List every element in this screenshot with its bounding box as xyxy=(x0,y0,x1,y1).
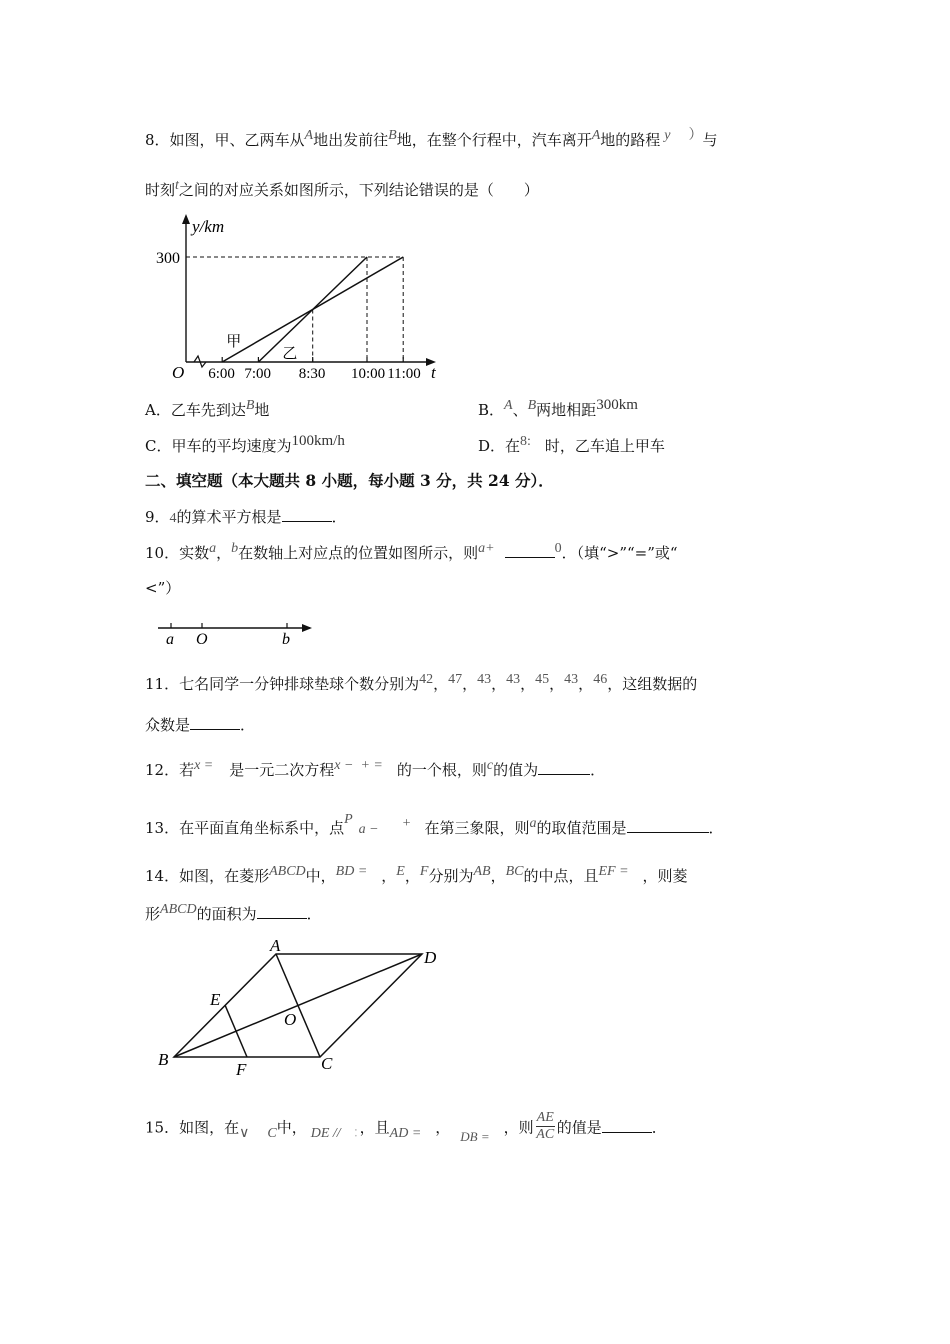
label-D: D xyxy=(424,948,437,967)
answer-blank xyxy=(282,507,332,522)
triangle-symbol: ∨ xyxy=(239,1125,250,1141)
q15 xyxy=(145,1112,667,1145)
q-text: 13．在平面直角坐标系中，点 xyxy=(145,819,345,837)
math-EF: EF = xyxy=(598,864,629,879)
label-E: E xyxy=(210,990,221,1009)
q-text: ，且 xyxy=(359,1118,390,1137)
math-B: B xyxy=(245,398,255,413)
segment-ef xyxy=(225,1005,247,1057)
q-text: ， xyxy=(216,544,232,562)
math-4: 4 xyxy=(169,511,177,526)
q13 xyxy=(145,812,724,840)
q8-text: 地的路程 xyxy=(600,131,661,149)
num: 46 xyxy=(593,672,608,687)
sep: ， xyxy=(549,675,565,693)
q-text: ，则 xyxy=(503,1118,534,1137)
math-A: A xyxy=(304,128,314,143)
q8-text: 时刻 xyxy=(145,181,176,199)
q8-text: 地出发前往 xyxy=(313,131,389,149)
math-E: E xyxy=(396,864,405,879)
q-text: ． xyxy=(240,716,256,734)
math-BC: BC xyxy=(505,864,524,879)
answer-blank xyxy=(505,543,555,558)
num: 45 xyxy=(535,672,550,687)
math-c: c xyxy=(486,758,494,773)
math-y: y xyxy=(664,128,671,143)
q14-line2 xyxy=(145,904,322,926)
math-a-minus: a − xyxy=(358,822,379,837)
q8-option-b xyxy=(478,397,638,422)
math-P: P xyxy=(344,812,353,827)
math-C: C xyxy=(267,1125,277,1141)
y-tick-label: 300 xyxy=(156,250,180,267)
q8-option-a xyxy=(145,400,269,422)
num: 42 xyxy=(419,672,434,687)
q8-option-d xyxy=(478,436,665,458)
q-text: 在第三象限，则 xyxy=(424,819,530,837)
q9 xyxy=(145,507,347,529)
sep: ， xyxy=(491,675,507,693)
q8-option-c xyxy=(145,433,345,457)
option-text: A．乙车先到达 xyxy=(145,401,246,419)
option-text: B． xyxy=(478,401,505,419)
q-text: ． xyxy=(331,508,347,526)
x-tick-label: 7:00 xyxy=(244,366,272,382)
q-text: 的值是 xyxy=(556,1118,602,1137)
answer-blank xyxy=(627,818,709,833)
option-text: D．在 xyxy=(478,437,521,455)
math-DE-parallel: DE // xyxy=(310,1125,341,1141)
label-C: C xyxy=(321,1054,333,1073)
x-axis-label: t xyxy=(431,363,436,382)
label-o: O xyxy=(196,631,208,648)
q8-line2 xyxy=(145,180,539,202)
answer-blank xyxy=(190,715,240,730)
q-text: 的值为 xyxy=(493,761,539,779)
q-text: 11．七名同学一分钟排球垫球个数分别为 xyxy=(145,675,420,693)
math-B: B xyxy=(527,398,537,413)
q8-chart xyxy=(150,212,450,384)
math-a-plus: a+ xyxy=(478,541,495,556)
arrow-icon xyxy=(302,624,312,632)
math-faded: ： xyxy=(352,1125,360,1141)
num: 43 xyxy=(564,672,579,687)
num: 43 xyxy=(477,672,492,687)
number-line xyxy=(150,612,320,648)
q-text: 分别为 xyxy=(428,867,474,885)
q14-line1 xyxy=(145,866,688,888)
section-heading: 二、填空题（本大题共 8 小题，每小题 3 分，共 24 分）． xyxy=(145,471,554,490)
math-time: 8: xyxy=(520,434,531,449)
math-paren: ） xyxy=(688,128,703,143)
series-label-yi: 乙 xyxy=(282,346,298,362)
q8-text: 8．如图，甲、乙两车从 xyxy=(145,131,305,149)
q-text: 的面积为 xyxy=(196,905,257,923)
q-text: 12．若 xyxy=(145,761,195,779)
math-ABCD: ABCD xyxy=(269,864,306,879)
q8-text: 与 xyxy=(702,131,718,149)
q-text: 的一个根，则 xyxy=(396,761,487,779)
q-text: 的取值范围是 xyxy=(536,819,627,837)
q-text: ．（填“>”“=”或“ xyxy=(561,544,678,562)
sep: ， xyxy=(381,867,397,885)
math-F: F xyxy=(419,864,429,879)
q-text: 中， xyxy=(305,867,336,885)
option-text: C．甲车的平均速度为 xyxy=(145,437,292,455)
q-text: ，则菱 xyxy=(642,867,688,885)
math-B: B xyxy=(388,128,397,143)
x-tick-label: 6:00 xyxy=(208,366,235,382)
math-0: 0 xyxy=(554,541,562,556)
math-equation: x − + = xyxy=(334,758,383,773)
q8-text: 之间的对应关系如图所示，下列结论错误的是（ ） xyxy=(178,181,539,199)
q10-line2: <”） xyxy=(145,579,181,597)
sep: ， xyxy=(404,867,420,885)
q-number: 9． xyxy=(145,508,170,526)
q8-text: 地，在整个行程中，汽车离开 xyxy=(396,131,592,149)
rhombus-figure xyxy=(150,935,450,1085)
y-axis-arrow-icon xyxy=(182,214,190,224)
q-text: 形 xyxy=(145,905,161,923)
q-text: ． xyxy=(306,905,322,923)
series-label-jia: 甲 xyxy=(226,334,242,350)
q-text: 的算术平方根是 xyxy=(176,508,282,526)
q11-line1 xyxy=(145,674,697,696)
num: 43 xyxy=(506,672,521,687)
math-AD: AD = xyxy=(389,1125,422,1141)
option-text: 地 xyxy=(254,401,270,419)
fraction-numerator: AE xyxy=(536,1110,554,1125)
math-AB: AB xyxy=(473,864,491,879)
math-A: A xyxy=(504,398,513,413)
math-plus: + xyxy=(402,816,411,831)
answer-blank xyxy=(538,760,590,775)
math-ABCD: ABCD xyxy=(160,902,197,917)
q-text: 14．如图，在菱形 xyxy=(145,867,270,885)
math-300km: 300km xyxy=(596,397,638,413)
sep: ， xyxy=(435,1118,451,1137)
y-axis-label: y/km xyxy=(192,217,225,236)
q12 xyxy=(145,760,605,782)
fraction-ae-ac xyxy=(536,1110,555,1143)
sep: ， xyxy=(462,675,478,693)
sep: ， xyxy=(520,675,536,693)
q8-line1 xyxy=(145,130,718,152)
q-text: 众数是 xyxy=(145,716,191,734)
option-text: 两地相距 xyxy=(536,401,597,419)
label-F: F xyxy=(236,1060,247,1079)
answer-blank xyxy=(602,1118,652,1133)
label-b: b xyxy=(282,631,290,648)
math-speed: 100km/h xyxy=(291,433,345,449)
num: 47 xyxy=(448,672,463,687)
q11-line2 xyxy=(145,715,255,735)
math-BD: BD = xyxy=(335,864,368,879)
q-text: ，这组数据的 xyxy=(607,675,698,693)
q-text: 10．实数 xyxy=(145,544,210,562)
x-tick-label: 11:00 xyxy=(387,366,421,382)
fraction-denominator: AC xyxy=(536,1127,555,1142)
q-text: 是一元二次方程 xyxy=(229,761,335,779)
math-a: a xyxy=(209,541,217,556)
option-text: 、 xyxy=(512,401,528,419)
q-text: 的中点，且 xyxy=(523,867,599,885)
diagonal-ac xyxy=(276,954,320,1057)
sep: ， xyxy=(433,675,449,693)
math-b: b xyxy=(231,541,239,556)
sep: ， xyxy=(578,675,594,693)
label-O: O xyxy=(284,1010,297,1029)
sep: ， xyxy=(490,867,506,885)
label-a: a xyxy=(166,631,174,648)
math-A: A xyxy=(591,128,601,143)
option-text: 时，乙车追上甲车 xyxy=(544,437,665,455)
label-B: B xyxy=(158,1050,169,1069)
math-x-eq: x = xyxy=(194,758,214,773)
q-text: 在数轴上对应点的位置如图所示，则 xyxy=(238,544,479,562)
q10-line1 xyxy=(145,543,678,565)
q-text: ． xyxy=(590,761,606,779)
q-text: 15．如图，在 xyxy=(145,1118,240,1137)
x-tick-label: 8:30 xyxy=(298,366,326,382)
q-text: ． xyxy=(708,819,724,837)
q-text: ． xyxy=(651,1118,667,1137)
math-t: t xyxy=(175,178,179,193)
math-a: a xyxy=(529,816,537,831)
origin-label: O xyxy=(172,363,185,382)
answer-blank xyxy=(257,904,307,919)
x-tick-label: 10:00 xyxy=(351,366,386,382)
label-A: A xyxy=(270,936,281,955)
q-text: 中， xyxy=(276,1118,307,1137)
math-DB: DB = xyxy=(460,1128,490,1144)
